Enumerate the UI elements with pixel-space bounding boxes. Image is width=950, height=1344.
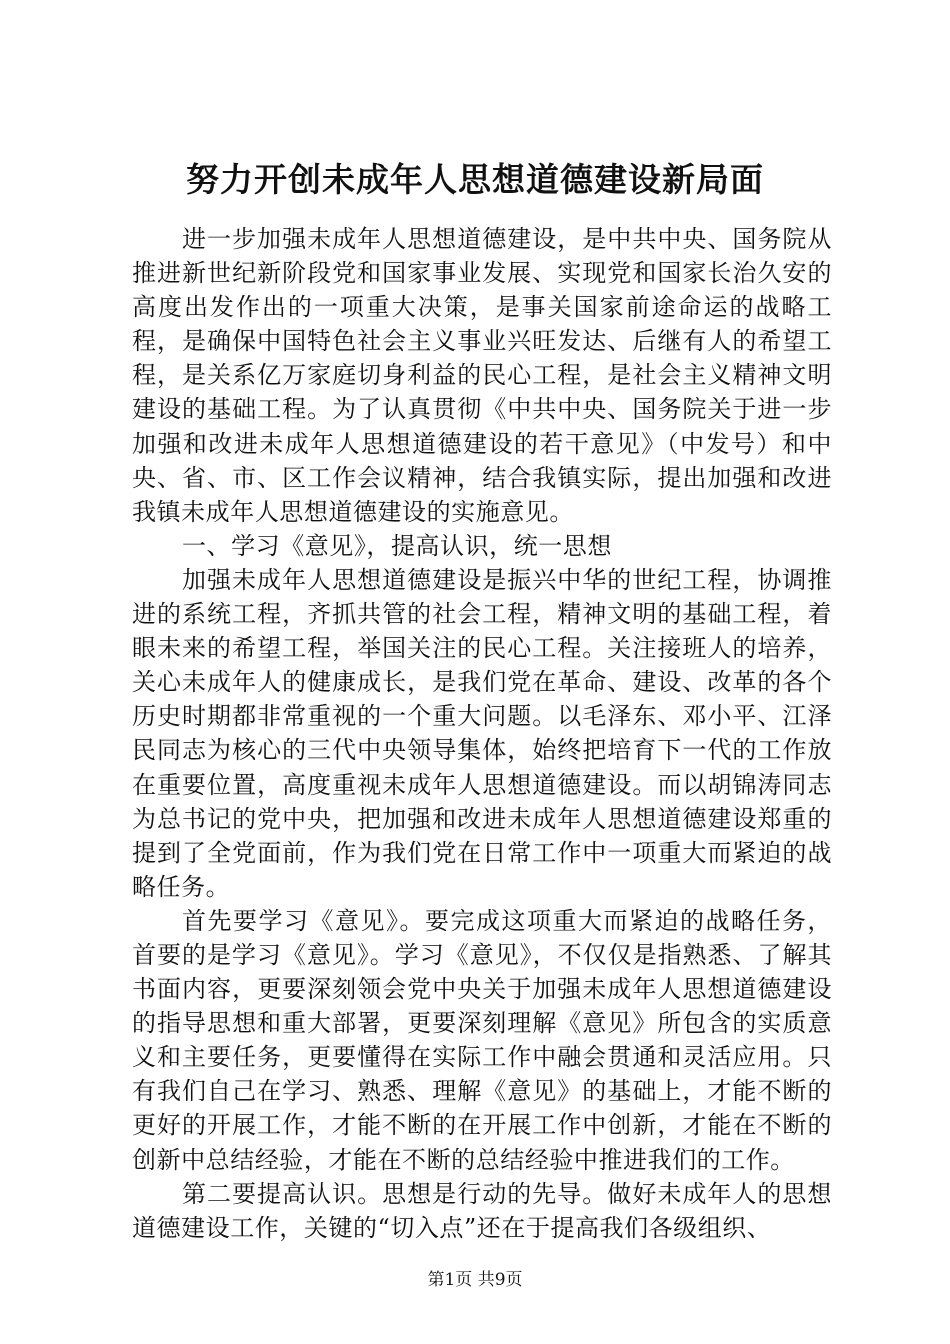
paragraph-awareness: 第二要提高认识。思想是行动的先导。做好未成年人的思想道德建设工作，关键的“切入点”还在于提高我们各级组织、 [132, 1179, 832, 1242]
paragraph-study: 首先要学习《意见》。要完成这项重大而紧迫的战略任务，首要的是学习《意见》。学习《意见》，不仅仅是指熟悉、了解其书面内容，更要深刻领会党中央关于加强未成年人思想道德建设的指导思想和重大部署，更要深刻理解《意见》所包含的实质意义和主要任务，更要懂得在实际工作中融会贯通和灵活应用。只有我们自己在学习、熟悉、理解《意见》的基础上，才能不断的更好的开展工作，才能不断的在开展工作中创新，才能在不断的创新中总结经验，才能在不断的总结经验中推进我们的工作。 [132, 906, 832, 1174]
paragraph-intro: 进一步加强未成年人思想道德建设，是中共中央、国务院从推进新世纪新阶段党和国家事业发展、实现党和国家长治久安的高度出发作出的一项重大决策，是事关国家前途命运的战略工程，是确保中国特色社会主义事业兴旺发达、后继有人的希望工程，是关系亿万家庭切身利益的民心工程，是社会主义精神文明建设的基础工程。为了认真贯彻《中共中央、国务院关于进一步加强和改进未成年人思想道德建设的若干意见》（中发号）和中央、省、市、区工作会议精神，结合我镇实际，提出加强和改进我镇未成年人思想道德建设的实施意见。 [132, 225, 832, 526]
paragraph-section-1: 加强未成年人思想道德建设是振兴中华的世纪工程，协调推进的系统工程，齐抓共管的社会工程，精神文明的基础工程，着眼未来的希望工程，举国关注的民心工程。关注接班人的培养，关心未成年人的健康成长，是我们党在革命、建设、改革的各个历史时期都非常重视的一个重大问题。以毛泽东、邓小平、江泽民同志为核心的三代中央领导集体，始终把培育下一代的工作放在重要位置，高度重视未成年人思想道德建设。而以胡锦涛同志为总书记的党中央，把加强和改进未成年人思想道德建设郑重的提到了全党面前，作为我们党在日常工作中一项重大而紧迫的战略任务。 [132, 565, 832, 901]
section-heading-1: 一、学习《意见》，提高认识，统一思想 [182, 531, 612, 560]
document-body [132, 222, 832, 1245]
page-number-footer: 第1页 共9页 [427, 1270, 523, 1290]
document-title: 努力开创未成年人思想道德建设新局面 [186, 160, 764, 199]
